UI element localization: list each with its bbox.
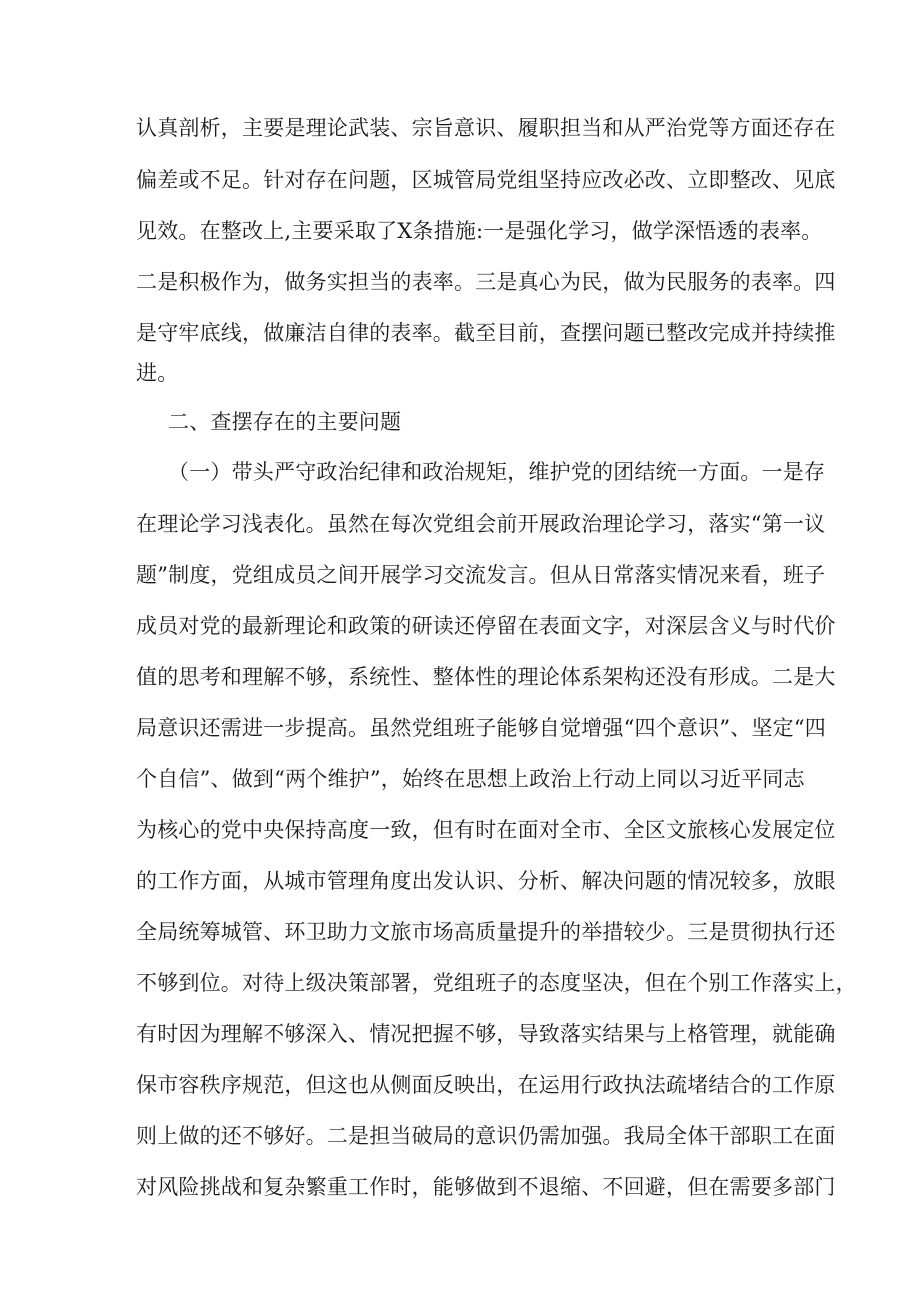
paragraph-line: 则上做的还不够好。二是担当破局的意识仍需加强。我局全体干部职工在面: [136, 1124, 836, 1148]
paragraph-line: 认真剖析，主要是理论武装、宗旨意识、履职担当和从严治党等方面还存在: [136, 116, 836, 140]
paragraph-line: 进。: [136, 361, 179, 385]
paragraph-line: 保市容秩序规范，但这也从侧面反映出，在运用行政执法疏堵结合的工作原: [136, 1073, 836, 1097]
paragraph-line: 有时因为理解不够深入、情况把握不够，导致落实结果与上格管理，就能确: [136, 1022, 836, 1046]
paragraph-line: 题”制度，党组成员之间开展学习交流发言。但从日常落实情况来看，班子: [136, 563, 826, 587]
paragraph-line: （一）带头严守政治纪律和政治规矩，维护党的团结统一方面。一是存: [168, 460, 826, 484]
paragraph-line: 见效。在整改上,主要采取了X条措施:一是强化学习，做学深悟透的表率。: [136, 219, 823, 243]
paragraph-line: 全局统筹城管、环卫助力文旅市场高质量提升的举措较少。三是贯彻执行还: [136, 920, 836, 944]
paragraph-line: 在理论学习浅表化。虽然在每次党组会前开展政治理论学习，落实“第一议: [136, 512, 826, 536]
paragraph-line: 局意识还需进一步提高。虽然党组班子能够自觉增强“四个意识”、坚定“四: [136, 716, 827, 740]
paragraph-line: 不够到位。对待上级决策部署，党组班子的态度坚决，但在个别工作落实上，: [136, 971, 857, 995]
paragraph-line: 二是积极作为，做务实担当的表率。三是真心为民，做为民服务的表率。四: [136, 270, 836, 294]
paragraph-line: 为核心的党中央保持高度一致，但有时在面对全市、全区文旅核心发展定位: [136, 818, 836, 842]
paragraph-line: 偏差或不足。针对存在问题，区城管局党组坚持应改必改、立即整改、见底: [136, 168, 836, 192]
section-heading: 二、查摆存在的主要问题: [168, 410, 402, 434]
paragraph-line: 是守牢底线，做廉洁自律的表率。截至目前，查摆问题已整改完成并持续推: [136, 321, 836, 345]
paragraph-line: 的工作方面，从城市管理角度出发认识、分析、解决问题的情况较多，放眼: [136, 869, 836, 893]
paragraph-line: 个自信”、做到“两个维护”，始终在思想上政治上行动上同以习近平同志: [136, 767, 805, 791]
paragraph-line: 对风险挑战和复杂繁重工作时，能够做到不退缩、不回避，但在需要多部门: [136, 1175, 836, 1199]
paragraph-line: 值的思考和理解不够，系统性、整体性的理论体系架构还没有形成。二是大: [136, 665, 836, 689]
paragraph-line: 成员对党的最新理论和政策的研读还停留在表面文字，对深层含义与时代价: [136, 614, 836, 638]
